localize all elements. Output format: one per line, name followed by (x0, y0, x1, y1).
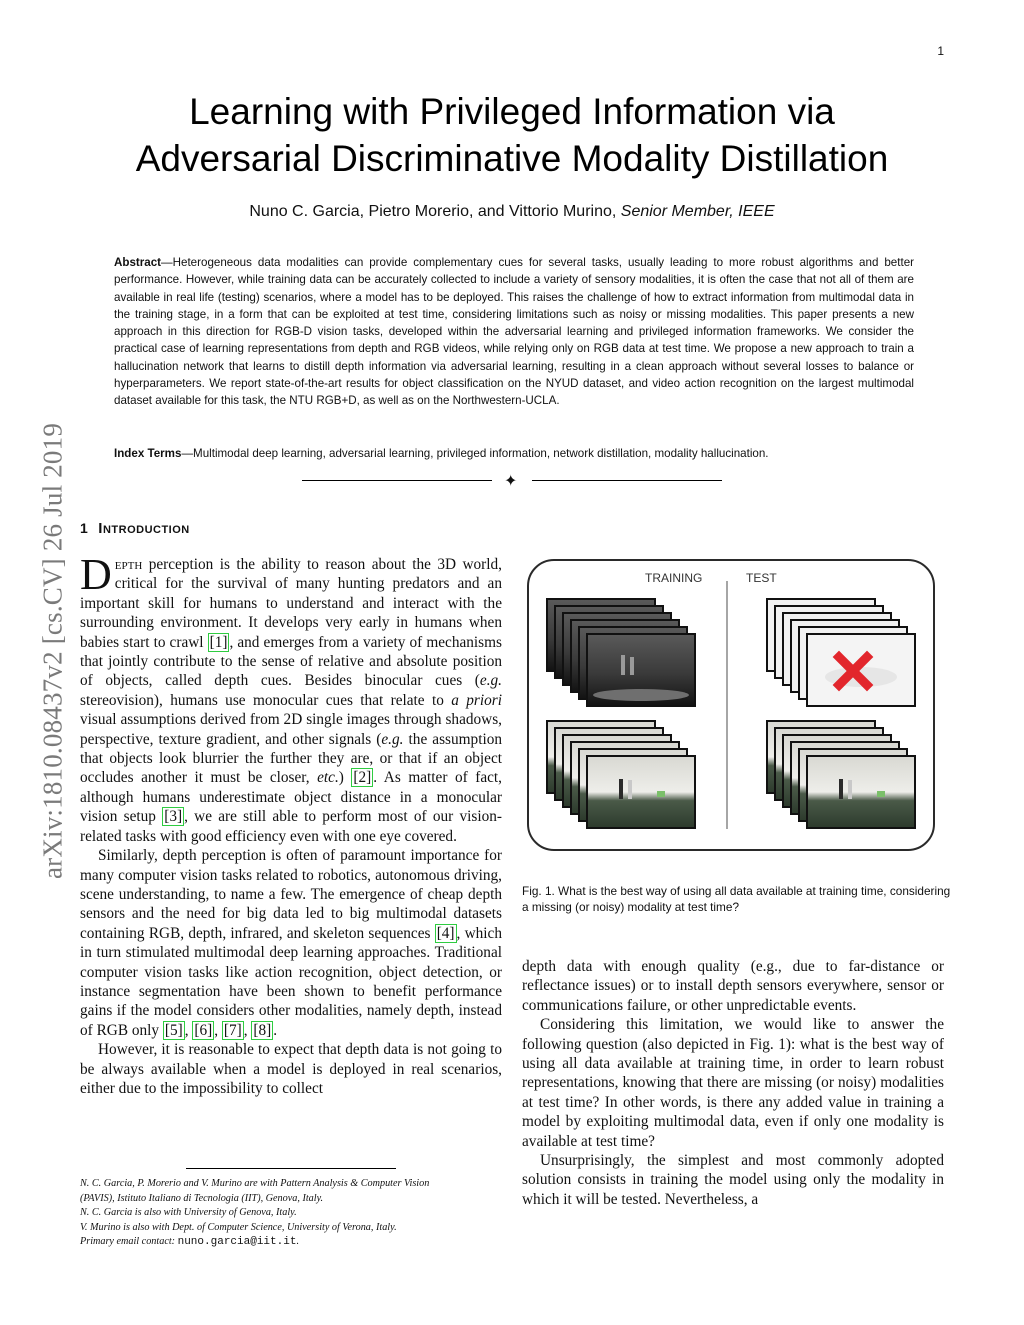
citation-link[interactable]: [2] (353, 769, 372, 787)
footnote-line: N. C. Garcia, P. Morerio and V. Murino are with Pattern Analysis & Computer Vision (80, 1178, 430, 1189)
training-label: TRAINING (645, 571, 703, 585)
footnote-line: V. Murino is also with Dept. of Computer Science, University of Verona, Italy. (80, 1221, 397, 1233)
text-run: perception is the ability to reason about the 3D world, critical for the survival of many hunting predators and an important skill for humans to understand and interact with the surrounding environment. It develops very early in humans when babies start to crawl (80, 556, 502, 651)
right-paragraph-3: Unsurprisingly, the simplest and most commonly adopted solution consists in training the model using only the modality in which it will be tested. Nevertheless, a (522, 1152, 944, 1208)
paper-title (80, 88, 944, 182)
text-run: ) (338, 769, 352, 787)
separator-rule-right (532, 480, 722, 481)
text-run: . (296, 1236, 299, 1248)
text-run: etc. (317, 769, 339, 787)
section-number: 1 (80, 520, 89, 536)
abstract-text: —Heterogeneous data modalities can provide complementary cues for several tasks, usually leading to more robust algorithms and better performance. However, while training data can be accurately collected to include a variety of sensory modalities, it is often the case that not all of them are available in real life (testing) scenarios, where a model has to be deployed. This raises the challenge of how to extract information from multimodal data in the training stage, in a form that can be exploited at test time, considering limitations such as noisy or missing modalities. This paper presents a new approach in this direction for RGB-D vision tasks, developed within the adversarial learning and privileged information frameworks. We consider the practical case of learning representations from depth and RGB videos, while relying only on RGB data at test time. We propose a new approach to train a hallucination network that learns to distill depth information via adversarial learning, resulting in a clean approach without several losses to balance or hyperparameters. We report state-of-the-art results for object classification on the NYUD dataset, and video action recognition on the largest multimodal dataset available for this task, the NTU RGB+D, as well as on the Northwestern-UCLA. (114, 256, 914, 408)
small-caps-word: epth (114, 556, 143, 573)
text-run: Similarly, depth perception is often of paramount importance for many computer vision tasks related to robotics, autonomous driving, scene understanding, to name a few. The emergence of cheap depth sensors and the need for big data led to big multimodal datasets containing RGB, depth, infrared, and skeleton sequences (80, 847, 502, 942)
footnote-line (80, 1235, 504, 1250)
citation-link[interactable]: [3] (164, 808, 183, 826)
text-run: , we are still able to perform most of our vision-related tasks with good efficiency even with one eye covered. (80, 808, 502, 845)
citation-link[interactable]: [1] (209, 633, 228, 651)
right-paragraph-1: depth data with enough quality (e.g., due to far-distance or reflectance issues) or to install depth sensors everywhere, sensor or communications failure, or other unpredictable events. (522, 958, 944, 1014)
drop-cap: D (80, 550, 112, 599)
footnote-rule (186, 1168, 396, 1169)
text-run: e.g. (381, 730, 404, 748)
title-line-1: Learning with Privileged Information via (189, 91, 835, 132)
abstract-label: Abstract (114, 256, 162, 269)
title-line-2: Adversarial Discriminative Modality Distillation (135, 138, 889, 179)
citation-link[interactable]: [7] (223, 1021, 242, 1039)
email-link[interactable]: nuno.garcia@iit.it (177, 1236, 297, 1249)
intro-paragraph-1 (80, 550, 503, 846)
right-column (522, 957, 944, 1209)
abstract (114, 254, 914, 410)
separator-rule-left (302, 480, 492, 481)
page-number: 1 (937, 44, 944, 58)
section-title: Introduction (98, 520, 190, 537)
index-terms (114, 445, 914, 462)
citation-link[interactable]: [4] (436, 924, 455, 942)
text-run: , (243, 1021, 252, 1039)
arxiv-stamp: arXiv:1810.08437v2 [cs.CV] 26 Jul 2019 (37, 422, 68, 880)
index-terms-label: Index Terms (114, 447, 182, 460)
footnote-line: (PAVIS), Istituto Italiano di Tecnologia (IIT), Genova, Italy. (80, 1192, 324, 1204)
author-names: Nuno C. Garcia, Pietro Morerio, and Vittorio Murino, (249, 203, 621, 220)
section-heading (80, 520, 190, 537)
figure-caption: Fig. 1. What is the best way of using all data available at training time, considering a missing (or noisy) modality at test time? (522, 884, 951, 914)
text-run: visual assumptions derived from 2D single images through shadows, perspective, texture gradient, and other signals ( (80, 711, 502, 748)
rgb-frame (587, 756, 695, 828)
right-paragraph-2: Considering this limitation, we would like to answer the following question (also depicted in Fig. 1): what is the best way of using all data available at training time, in order to learn robust representations, knowing that there are missing (or noisy) modalities at test time? In other words, is there any added value in training a model by exploiting multimodal data, even if only one modality is available at test time? (522, 1016, 944, 1150)
left-column (80, 550, 503, 1098)
separator-diamond-icon: ✦ (504, 473, 518, 490)
text-run: , and emerges from a variety of mechanisms that jointly contribute to the sense of relative and absolute position of objects, called depth cues. Besides binocular cues ( (80, 633, 502, 690)
citation-link[interactable]: [5] (164, 1021, 183, 1039)
test-label: TEST (746, 571, 777, 585)
author-role: Senior Member, IEEE (620, 203, 775, 220)
text-run: . (273, 1021, 278, 1039)
text-run: , (214, 1021, 222, 1039)
footnotes (80, 1177, 504, 1250)
text-run: , which in turn stimulated multimodal deep learning approaches. Traditional computer vision tasks like action recognition, object detection, or instance segmentation have been shown to benefit performance gains if the model considers other modalities, namely depth, instead of RGB only (80, 924, 502, 1039)
intro-paragraph-2 (80, 846, 502, 1040)
rgb-frame (807, 756, 915, 828)
text-run: stereovision), humans use monocular cues that relate to (80, 691, 452, 709)
email-label: Primary email contact: (80, 1236, 178, 1248)
figure-1 (527, 559, 935, 851)
intro-paragraph-3: However, it is reasonable to expect that depth data is not going to be always available when a model is deployed in real scenarios, either due to the impossibility to collect (80, 1041, 502, 1097)
text-run: a priori (451, 691, 502, 709)
text-run: the assumption that objects look blurrier the further they are, or that if an object occludes another it must be closer, (80, 730, 502, 787)
text-run: e.g. (479, 672, 502, 690)
authors (80, 203, 944, 221)
text-run: , (184, 1021, 193, 1039)
index-terms-text: —Multimodal deep learning, adversarial learning, privileged information, network distillation, modality hallucination. (181, 447, 769, 460)
text-run: . As matter of fact, although humans underestimate object distance in a monocular vision setup (80, 769, 503, 826)
citation-link[interactable]: [8] (253, 1021, 272, 1039)
section-separator (302, 472, 722, 490)
footnote-line: N. C. Garcia is also with University of Genova, Italy. (80, 1207, 297, 1219)
citation-link[interactable]: [6] (194, 1021, 213, 1039)
